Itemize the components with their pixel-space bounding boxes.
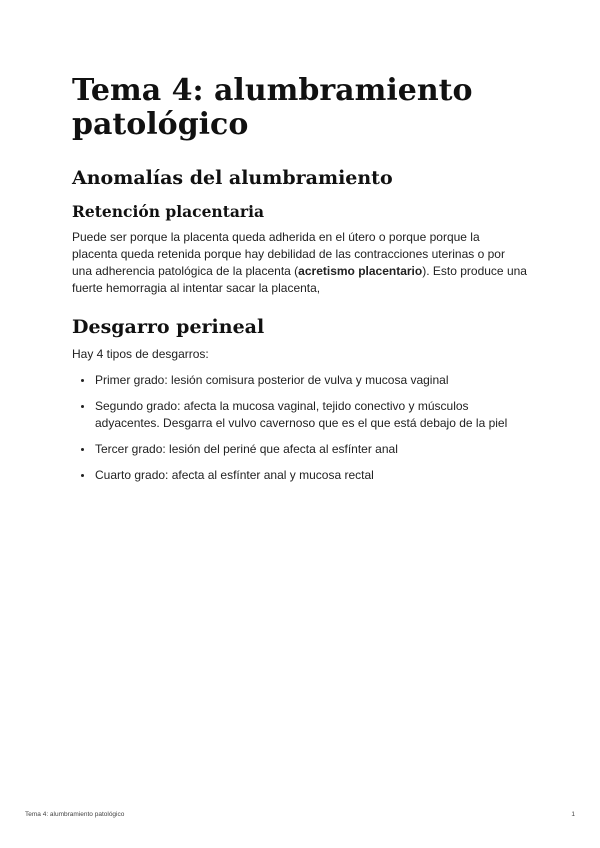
paragraph-bold-term: acretismo placentario <box>298 264 423 278</box>
paragraph-text-before: Puede ser porque la placenta queda adherida en el útero o porque porque la placenta queda retenida porque hay debilidad de las contracciones uterinas o por una adherencia patológica de la placenta ( <box>72 230 505 278</box>
list-item: • Segundo grado: afecta la mucosa vaginal, tejido conectivo y músculos adyacentes. Desgarra el vulvo cavernoso que es el que está debajo de la piel <box>94 398 528 432</box>
subheading-retencion: Retención placentaria <box>72 202 265 221</box>
list-item: • Tercer grado: lesión del periné que afecta al esfínter anal <box>94 441 528 458</box>
paragraph-retencion <box>72 229 528 297</box>
paragraph-desgarro-intro: Hay 4 tipos de desgarros: <box>72 347 209 361</box>
page-footer <box>25 811 575 818</box>
paragraph-text-after: ). Esto produce una fuerte hemorragia al intentar sacar la placenta, <box>72 264 527 295</box>
section-heading-anomalias: Anomalías del alumbramiento <box>72 167 393 189</box>
list-item: • Cuarto grado: afecta al esfínter anal y mucosa rectal <box>94 467 528 484</box>
list-item: • Primer grado: lesión comisura posterior de vulva y mucosa vaginal <box>94 372 528 389</box>
footer-page-number: 1 <box>571 811 575 818</box>
section-heading-desgarro: Desgarro perineal <box>72 316 265 338</box>
footer-title: Tema 4: alumbramiento patológico <box>25 811 125 818</box>
desgarro-list <box>72 372 528 484</box>
document-page <box>72 74 528 493</box>
document-title: Tema 4: alumbramiento patológico <box>72 73 473 142</box>
